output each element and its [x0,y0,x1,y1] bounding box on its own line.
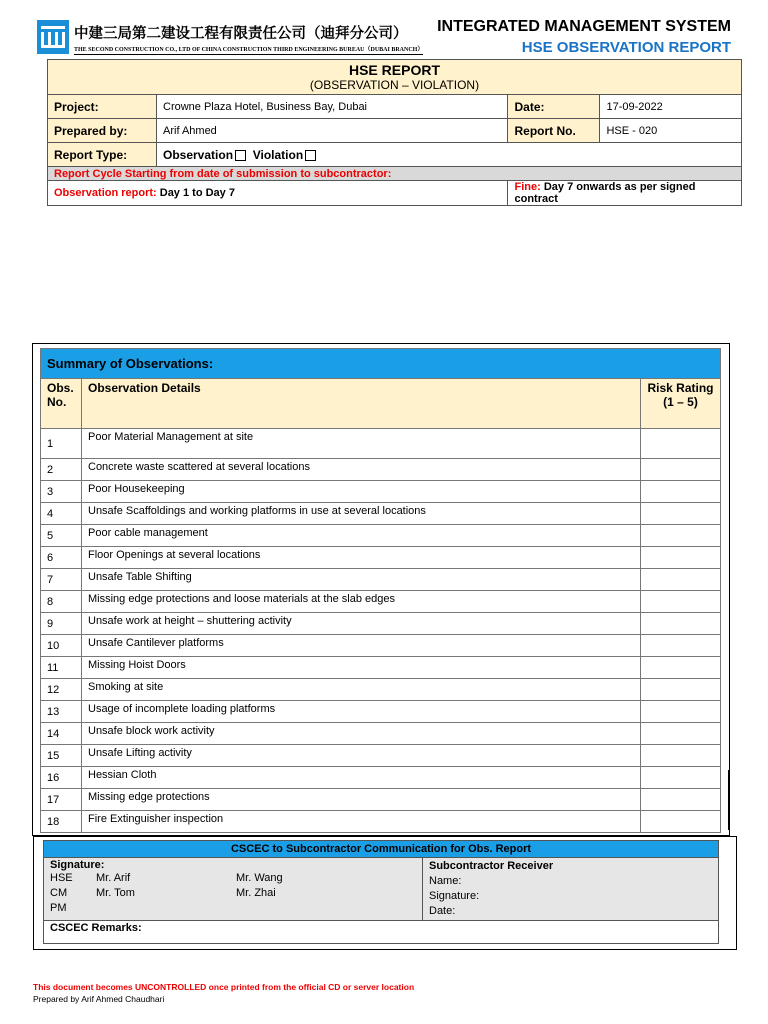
risk-rating-cell[interactable] [641,789,721,811]
risk-rating-cell[interactable] [641,525,721,547]
cscec-signature-cell [44,858,423,921]
obs-number: 16 [41,767,82,789]
obs-number: 7 [41,569,82,591]
hse-name-1: Mr. Arif [96,872,131,884]
table-row [41,723,721,745]
observation-detail: Fire Extinguisher inspection [82,811,641,833]
summary-table [40,348,721,833]
report-type-options [157,143,742,167]
table-row [41,503,721,525]
project-label: Project: [48,95,157,119]
table-row [41,701,721,723]
cm-name-1: Mr. Tom [96,887,135,899]
hse-name-2: Mr. Wang [236,872,283,884]
risk-rating-cell[interactable] [641,591,721,613]
prepared-by-label: Prepared by: [48,119,157,143]
obs-no-header [41,379,82,429]
report-no-value: HSE - 020 [600,119,742,143]
obs-no-header-line1: Obs. [47,381,74,395]
risk-rating-cell[interactable] [641,701,721,723]
observation-detail: Unsafe Lifting activity [82,745,641,767]
receiver-label: Subcontractor Receiver [429,860,554,872]
observation-detail: Poor cable management [82,525,641,547]
obs-number: 11 [41,657,82,679]
table-row [41,547,721,569]
observation-detail: Unsafe Scaffoldings and working platforms in use at several locations [82,503,641,525]
cm-role: CM [50,887,68,899]
report-cycle-text: Report Cycle Starting from date of submission to subcontractor: [48,167,742,181]
table-row [41,591,721,613]
observation-detail: Unsafe block work activity [82,723,641,745]
risk-rating-cell[interactable] [641,635,721,657]
risk-rating-cell[interactable] [641,429,721,459]
observation-detail: Hessian Cloth [82,767,641,789]
date-label: Date: [508,95,600,119]
risk-rating-cell[interactable] [641,459,721,481]
obs-number: 18 [41,811,82,833]
risk-rating-cell[interactable] [641,569,721,591]
risk-rating-header [641,379,721,429]
observation-detail: Poor Housekeeping [82,481,641,503]
obs-number: 10 [41,635,82,657]
risk-rating-cell[interactable] [641,481,721,503]
receiver-name-label: Name: [429,875,462,887]
risk-rating-cell[interactable] [641,679,721,701]
system-title: INTEGRATED MANAGEMENT SYSTEM [437,18,731,35]
table-row [41,745,721,767]
signature-label: Signature: [50,859,105,871]
hse-report-subtitle: (OBSERVATION – VIOLATION) [309,78,480,92]
table-row [41,613,721,635]
subcontractor-receiver-cell [423,858,719,921]
observation-detail: Missing edge protections [82,789,641,811]
table-row [41,679,721,701]
obs-number: 14 [41,723,82,745]
observation-detail: Unsafe Cantilever platforms [82,635,641,657]
risk-rating-cell[interactable] [641,657,721,679]
risk-rating-header-line2: (1 – 5) [663,395,698,409]
risk-rating-cell[interactable] [641,723,721,745]
obs-number: 4 [41,503,82,525]
communication-title: CSCEC to Subcontractor Communication for Obs. Report [44,841,719,858]
prepared-by-value: Arif Ahmed [157,119,508,143]
report-header-cell [48,60,742,95]
hse-report-title: HSE REPORT [348,62,440,78]
uncontrolled-warning: This document becomes UNCONTROLLED once printed from the official CD or server location [33,982,415,992]
hse-role: HSE [50,872,73,884]
observation-detail: Floor Openings at several locations [82,547,641,569]
observation-report-label: Observation report: [54,187,157,199]
table-row [41,635,721,657]
observation-detail: Concrete waste scattered at several locations [82,459,641,481]
date-value: 17-09-2022 [600,95,742,119]
table-row [41,459,721,481]
fine-label: Fine: [514,181,541,193]
project-value: Crowne Plaza Hotel, Business Bay, Dubai [157,95,508,119]
summary-frame-edge [728,770,729,830]
obs-number: 1 [41,429,82,459]
obs-number: 12 [41,679,82,701]
observation-detail: Missing Hoist Doors [82,657,641,679]
report-no-label: Report No. [508,119,600,143]
cscec-remarks-cell: CSCEC Remarks: [44,921,719,944]
cm-name-2: Mr. Zhai [236,887,276,899]
prepared-by-footer: Prepared by Arif Ahmed Chaudhari [33,994,165,1004]
report-info-table [47,59,742,206]
table-row [41,429,721,459]
summary-title: Summary of Observations: [41,349,721,379]
fine-cell [508,181,742,206]
observation-details-header: Observation Details [82,379,641,429]
table-row [41,481,721,503]
signature-grid [50,871,416,916]
obs-number: 15 [41,745,82,767]
risk-rating-cell[interactable] [641,547,721,569]
violation-option-label: Violation [252,147,304,162]
report-type-label: Report Type: [48,143,157,167]
obs-number: 6 [41,547,82,569]
table-row [41,569,721,591]
observation-detail: Smoking at site [82,679,641,701]
pm-role: PM [50,902,67,914]
company-name-chinese: 中建三局第二建设工程有限责任公司（迪拜分公司） [74,26,408,42]
obs-number: 13 [41,701,82,723]
obs-number: 17 [41,789,82,811]
risk-rating-header-line1: Risk Rating [647,381,714,395]
observation-report-cell [48,181,508,206]
company-name-english: THE SECOND CONSTRUCTION CO., LTD OF CHINA CONSTRUCTION THIRD ENGINEERING BUREAU（DUBAI BRANCH） [74,44,423,55]
observation-report-value: Day 1 to Day 7 [159,187,235,199]
communication-table [43,840,719,944]
observation-detail: Usage of incomplete loading platforms [82,701,641,723]
fine-value: Day 7 onwards as per signed contract [514,181,696,205]
receiver-date-label: Date: [429,905,456,917]
obs-number: 3 [41,481,82,503]
obs-number: 9 [41,613,82,635]
risk-rating-cell[interactable] [641,811,721,833]
risk-rating-cell[interactable] [641,767,721,789]
risk-rating-cell[interactable] [641,745,721,767]
observation-option-label: Observation [163,147,234,162]
observation-detail: Unsafe work at height – shuttering activity [82,613,641,635]
risk-rating-cell[interactable] [641,503,721,525]
report-title: HSE OBSERVATION REPORT [521,39,731,56]
obs-number: 5 [41,525,82,547]
risk-rating-cell[interactable] [641,613,721,635]
table-row [41,789,721,811]
summary-rows [41,429,721,833]
obs-no-header-line2: No. [47,395,67,409]
obs-number: 2 [41,459,82,481]
table-row [41,525,721,547]
violation-checkbox[interactable] [305,150,316,161]
observation-detail: Poor Material Management at site [82,429,641,459]
summary-header-row [41,379,721,429]
receiver-signature-label: Signature: [429,890,480,902]
observation-checkbox[interactable] [235,150,246,161]
obs-number: 8 [41,591,82,613]
company-logo [37,20,69,54]
observation-detail: Missing edge protections and loose materials at the slab edges [82,591,641,613]
table-row [41,657,721,679]
table-row [41,767,721,789]
observation-detail: Unsafe Table Shifting [82,569,641,591]
table-row [41,811,721,833]
